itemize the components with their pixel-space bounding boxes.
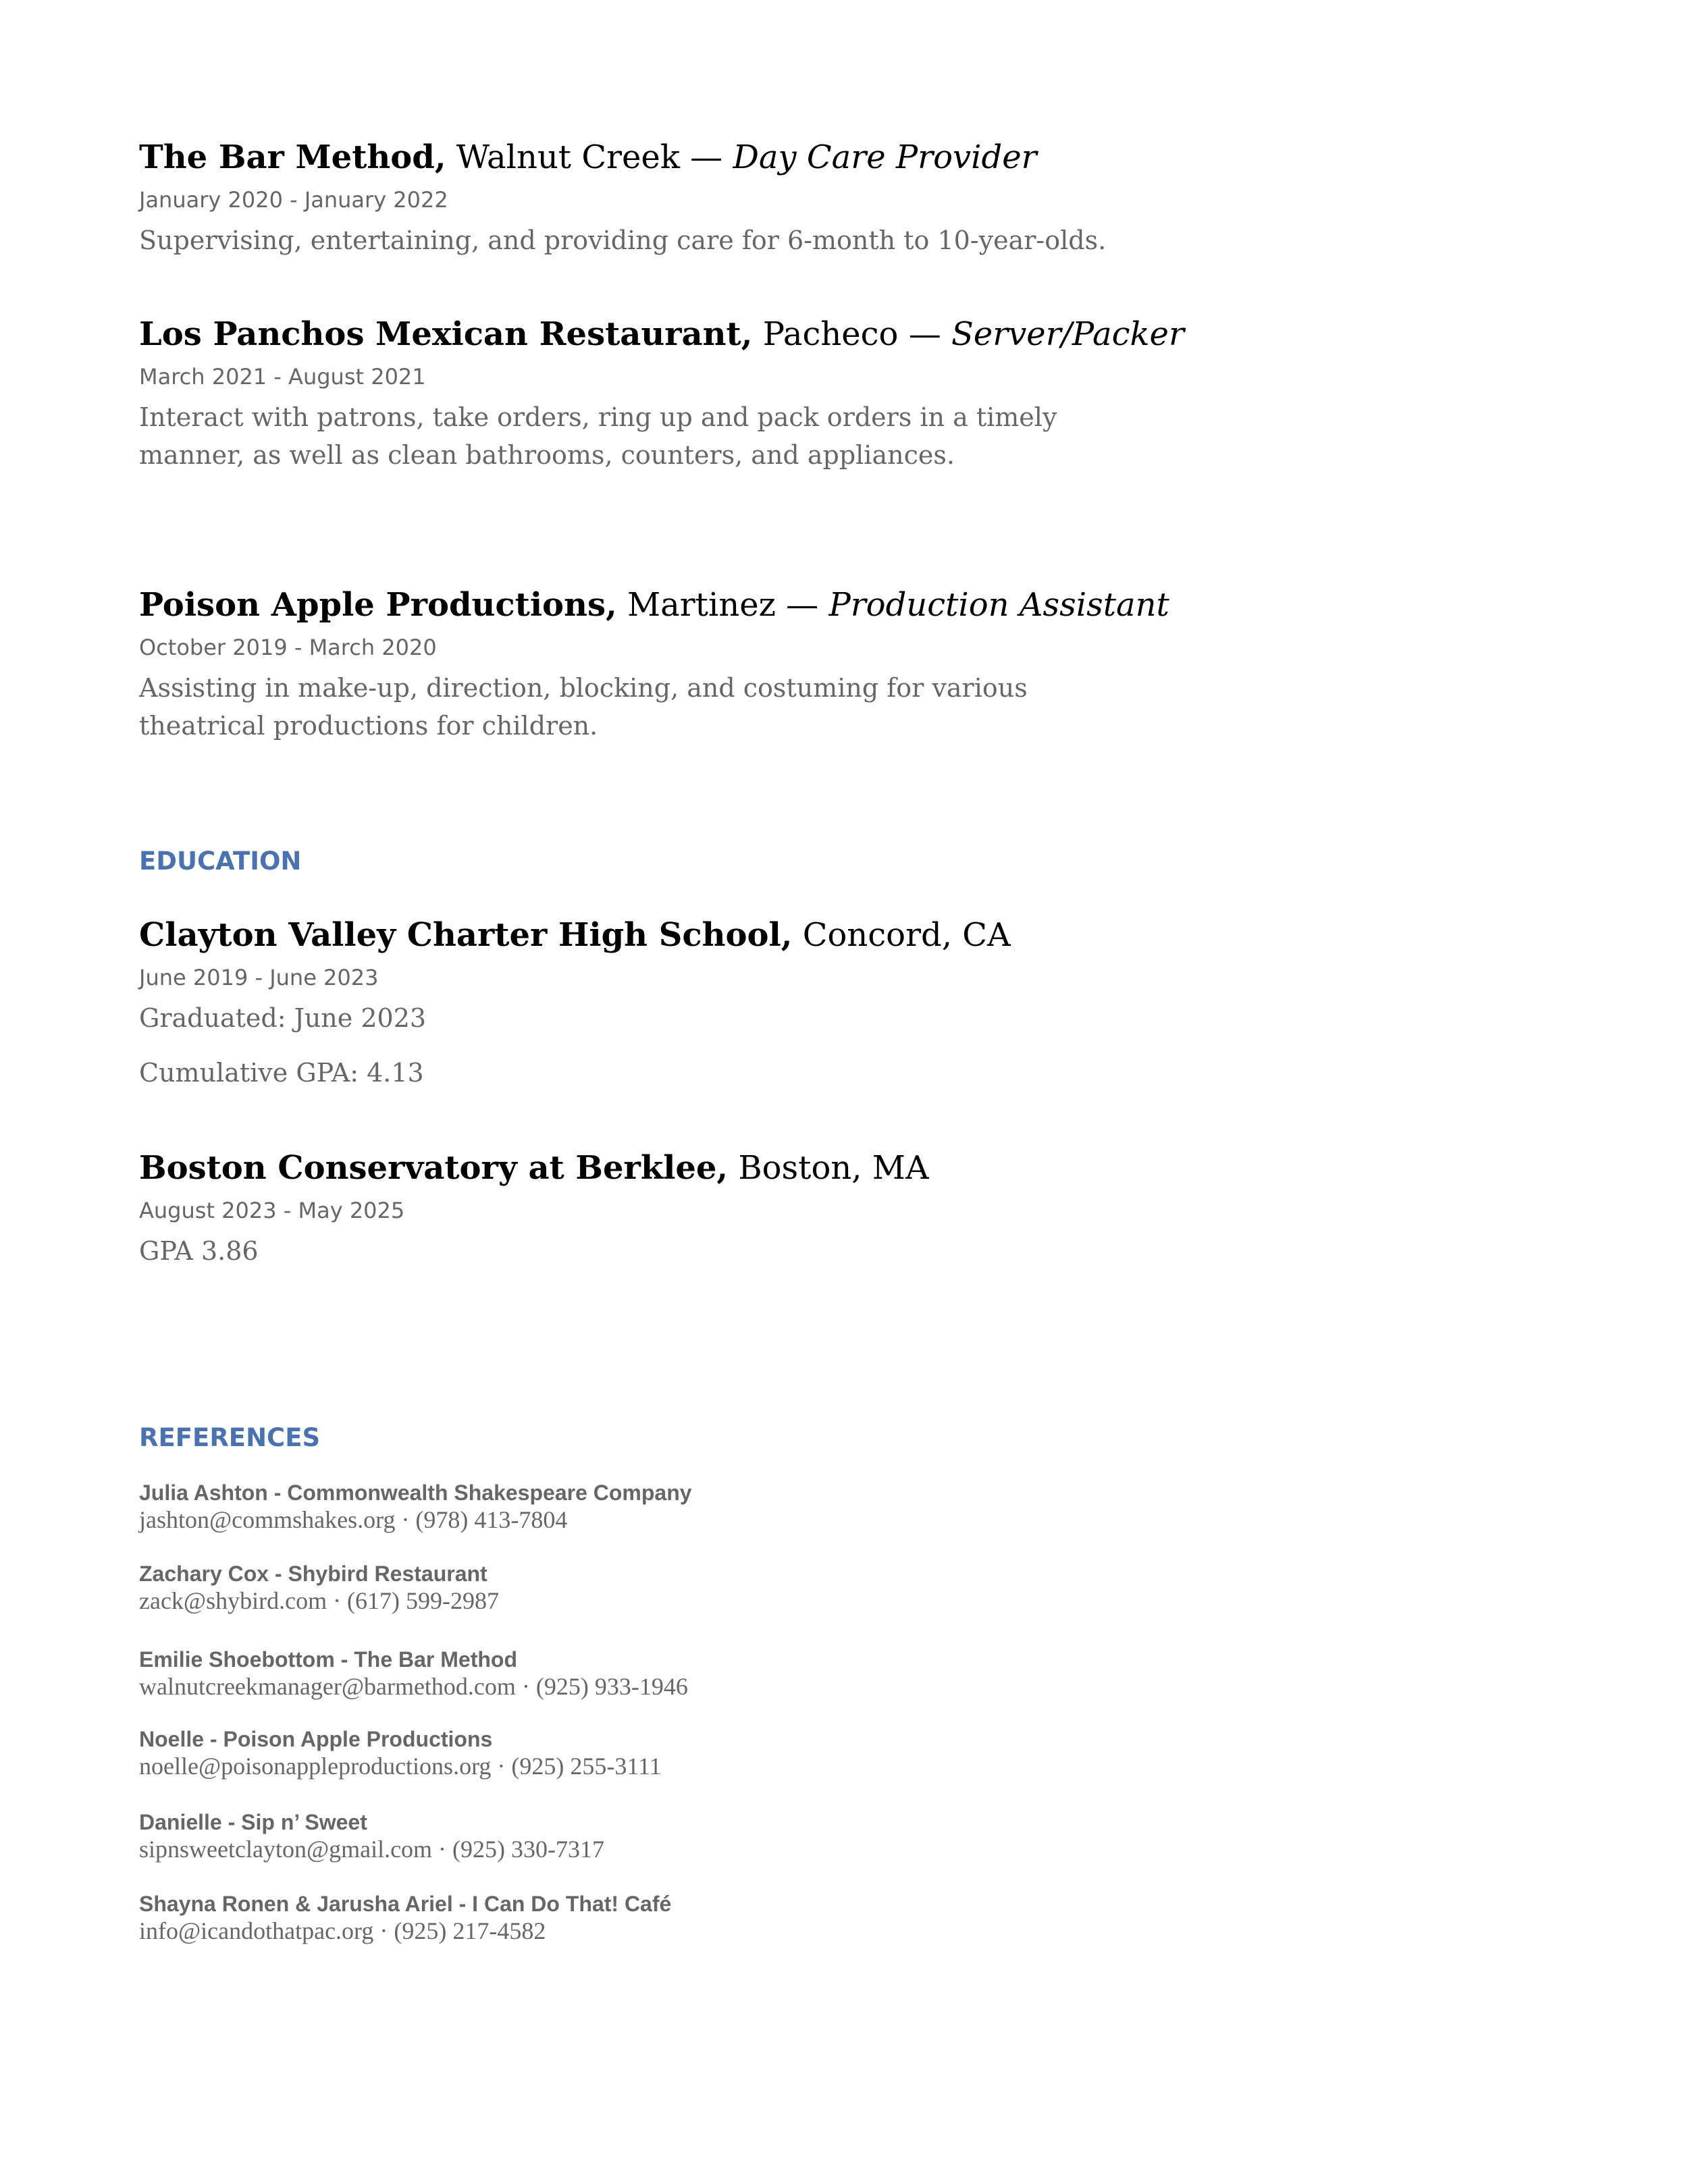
employer-name: Poison Apple Productions, (139, 586, 617, 624)
school-location: Boston, MA (728, 1149, 929, 1187)
reference-contact: noelle@poisonappleproductions.org · (925) 255-3111 (139, 1753, 662, 1780)
reference-item (139, 1726, 662, 1780)
school-title (139, 1148, 929, 1188)
employer-location: Walnut Creek — (446, 138, 733, 176)
school-name: Boston Conservatory at Berklee, (139, 1149, 729, 1187)
school-detail: Cumulative GPA: 4.13 (139, 1058, 424, 1088)
school-detail: Graduated: June 2023 (139, 1003, 427, 1033)
reference-contact: sipnsweetclayton@gmail.com · (925) 330-7317 (139, 1836, 605, 1863)
reference-item (139, 1561, 499, 1615)
job-description-line: Supervising, entertaining, and providing care for 6-month to 10-year-olds. (139, 225, 1107, 255)
job-role: Day Care Provider (733, 138, 1037, 176)
job-description-line: manner, as well as clean bathrooms, counters, and appliances. (139, 440, 955, 470)
school-title (139, 915, 1011, 955)
experience-title (139, 137, 1106, 178)
reference-name: Noelle - Poison Apple Productions (139, 1727, 493, 1751)
reference-contact: zack@shybird.com · (617) 599-2987 (139, 1587, 500, 1614)
reference-item (139, 1647, 688, 1701)
job-description-line: Assisting in make-up, direction, blocking, and costuming for various (139, 673, 1028, 703)
employer-name: The Bar Method, (139, 138, 446, 176)
employment-dates: October 2019 - March 2020 (139, 635, 437, 660)
reference-item (139, 1809, 604, 1863)
school-detail: GPA 3.86 (139, 1236, 259, 1266)
experience-entry (139, 585, 1169, 745)
reference-item (139, 1891, 671, 1945)
employer-location: Pacheco — (752, 315, 951, 353)
job-role: Server/Packer (951, 315, 1184, 353)
reference-contact: jashton@commshakes.org · (978) 413-7804 (139, 1506, 568, 1533)
experience-title (139, 585, 1169, 625)
employment-dates: March 2021 - August 2021 (139, 364, 426, 390)
school-dates: August 2023 - May 2025 (139, 1198, 405, 1223)
reference-item (139, 1480, 692, 1534)
experience-entry (139, 137, 1106, 259)
experience-entry (139, 314, 1184, 474)
reference-contact: info@icandothatpac.org · (925) 217-4582 (139, 1917, 546, 1944)
employer-location: Martinez — (616, 586, 829, 624)
education-entry (139, 1148, 929, 1270)
employer-name: Los Panchos Mexican Restaurant, (139, 315, 753, 353)
reference-name: Shayna Ronen & Jarusha Ariel - I Can Do That! Café (139, 1892, 672, 1916)
job-description-line: Interact with patrons, take orders, ring up and pack orders in a timely (139, 402, 1057, 432)
education-heading: EDUCATION (139, 847, 302, 876)
reference-name: Zachary Cox - Shybird Restaurant (139, 1562, 487, 1586)
school-dates: June 2019 - June 2023 (139, 965, 379, 990)
job-role: Production Assistant (828, 586, 1169, 624)
references-heading: REFERENCES (139, 1423, 321, 1452)
school-name: Clayton Valley Charter High School, (139, 916, 793, 954)
employment-dates: January 2020 - January 2022 (139, 187, 448, 213)
reference-name: Julia Ashton - Commonwealth Shakespeare Company (139, 1481, 692, 1505)
reference-name: Danielle - Sip n’ Sweet (139, 1810, 367, 1834)
school-location: Concord, CA (792, 916, 1011, 954)
reference-contact: walnutcreekmanager@barmethod.com · (925) 933-1946 (139, 1673, 688, 1700)
experience-title (139, 314, 1184, 354)
education-entry (139, 915, 1011, 1092)
reference-name: Emilie Shoebottom - The Bar Method (139, 1647, 518, 1672)
job-description-line: theatrical productions for children. (139, 711, 598, 741)
